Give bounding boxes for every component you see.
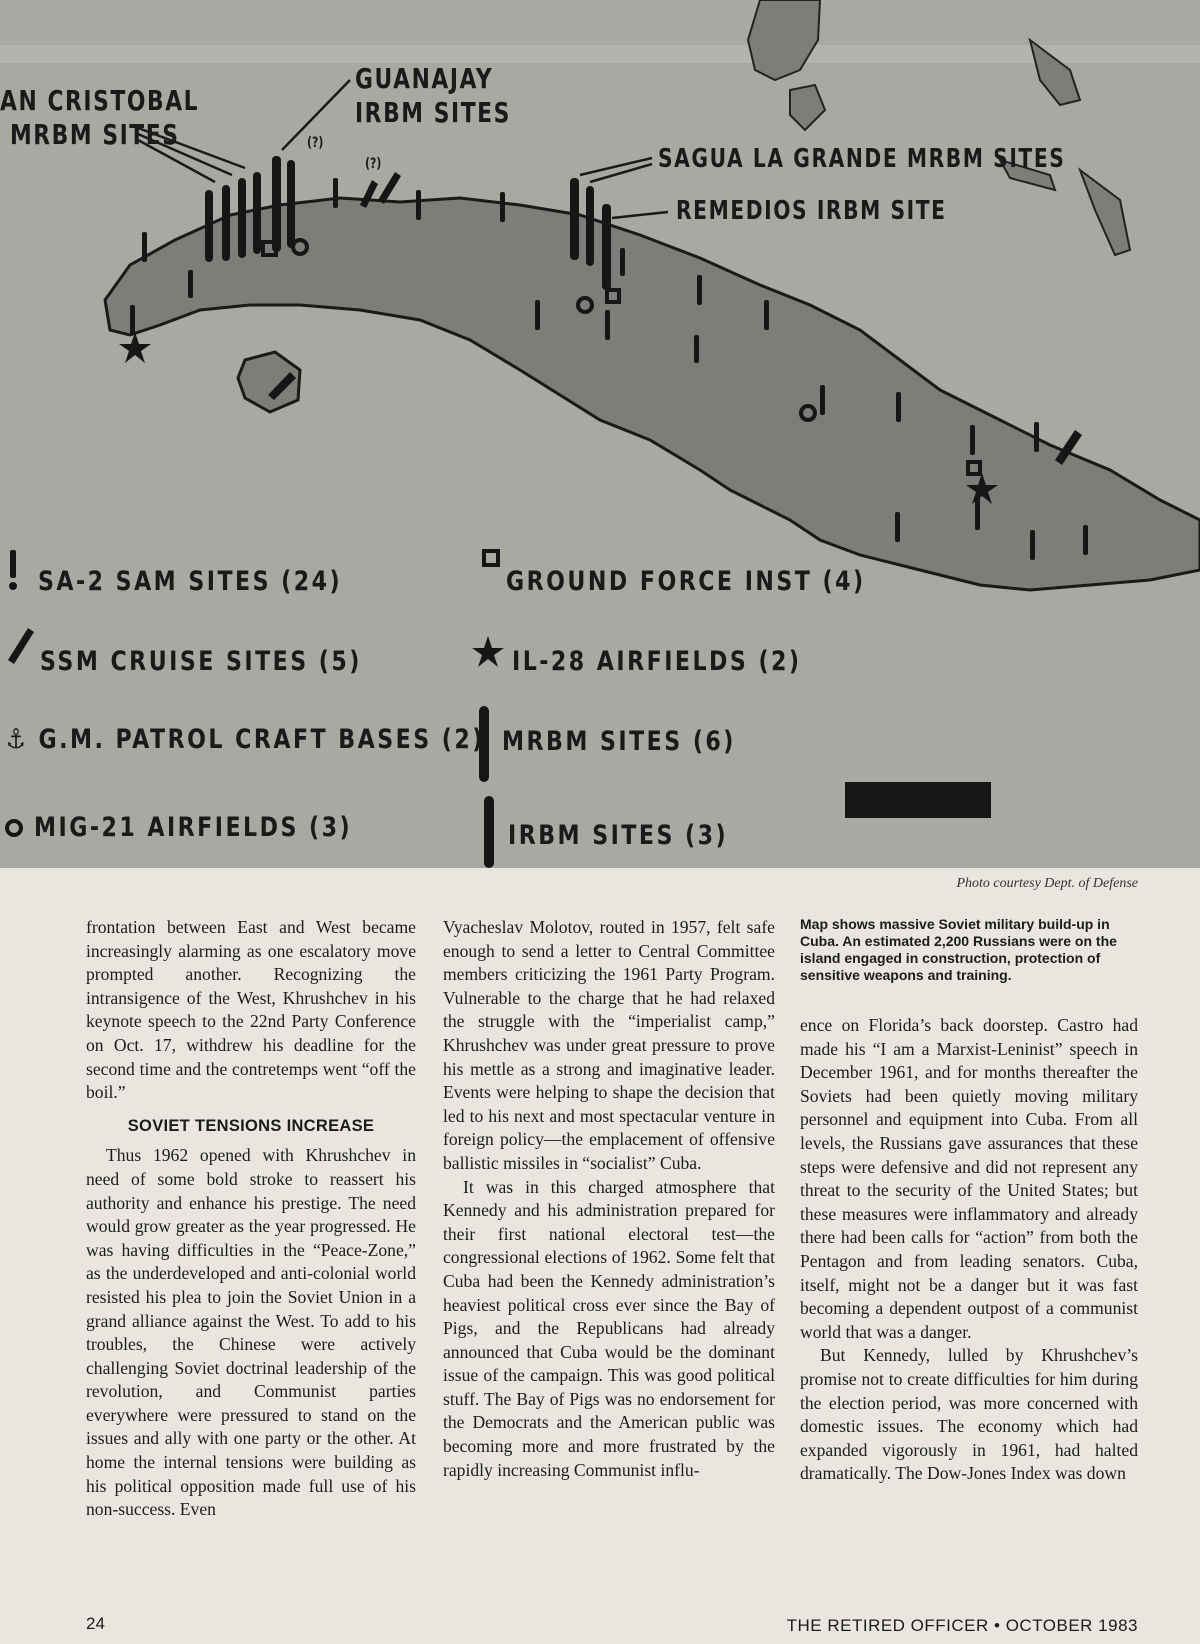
paragraph: Vyacheslav Molotov, routed in 1957, felt safe enough to send a letter to Central Committee members criticizing the 1961 Party Program. Vulnerable to the charge that he had relaxed the struggle with the “imperialist camp,” Khrushchev was under great pressure to prove his mettle as a strong and imaginative leader. Events were helping to shape the decision that led to his next and most spectacular venture in foreign policy—the emplacement of offensive ballistic missiles in “socialist” Cuba. <box>443 917 775 1173</box>
legend-sam-label: SA-2 SAM SITES (24) <box>38 566 343 597</box>
legend-irbm-symbol <box>484 796 494 868</box>
legend-mig-label: MIG-21 AIRFIELDS (3) <box>34 812 353 843</box>
sam-marker <box>333 178 338 208</box>
sam-marker <box>500 192 505 222</box>
sam-marker <box>416 190 421 220</box>
sam-marker <box>1030 530 1035 560</box>
sam-marker <box>820 385 825 415</box>
legend-patrol-label <box>6 724 485 755</box>
paragraph: frontation between East and West became increasingly alarming as one escalatory move prompted another. Recognizing the intransigence of the West, Khrushchev in his keynote speech to the 22nd Party Conference on Oct. 17, withdrew his deadline for the second time and the contretemps went “off the boil.” <box>86 917 416 1103</box>
guanajay-label-line1: GUANAJAY <box>355 62 494 95</box>
photo-credit: Photo courtesy Dept. of Defense <box>956 876 1138 891</box>
sam-marker <box>535 300 540 330</box>
mrbm-marker <box>253 172 261 254</box>
legend-cruise-symbol <box>8 628 34 664</box>
legend-patrol-text: G.M. PATROL CRAFT BASES (2) <box>38 724 485 755</box>
sagua-label: SAGUA LA GRANDE MRBM SITES <box>658 144 1066 174</box>
irbm-marker <box>602 204 611 290</box>
redacted-block <box>845 782 991 818</box>
sam-marker <box>895 512 900 542</box>
legend-mrbm-label: MRBM SITES (6) <box>502 726 736 757</box>
legend-sam-symbol <box>10 550 16 578</box>
sam-marker <box>694 335 699 363</box>
paragraph: Thus 1962 opened with Khrushchev in need of some bold stroke to reassert his authority and enhance his prestige. The need would grow greater as the year progressed. He was having difficulties in the “Peace-Zone,” as the underdeveloped and anti-colonial world resisted his plea to join the Soviet Union in a grand alliance against the West. To add to his troubles, the Chinese were actively challenging Soviet doctrinal leadership of the revolution, and Communist parties everywhere were pressured to stand on the issues and ally with one party or the other. At home the internal tensions were building as his political opposition made full use of his non-success. Even <box>86 1145 416 1520</box>
page-number: 24 <box>86 1614 105 1633</box>
mrbm-marker <box>205 190 213 262</box>
map-caption: Map shows massive Soviet military build-up in Cuba. An estimated 2,200 Russians were on the island engaged in construction, protection of sensitive weapons and training. <box>800 916 1117 983</box>
sam-marker <box>130 305 135 335</box>
sam-marker <box>764 300 769 330</box>
unknown-mark: (?) <box>307 135 324 151</box>
legend-cruise-label: SSM CRUISE SITES (5) <box>40 646 362 677</box>
san-cristobal-label-line2: MRBM SITES <box>10 118 180 151</box>
mrbm-marker <box>222 185 230 261</box>
column-1 <box>86 916 416 1522</box>
legend-irbm-label: IRBM SITES (3) <box>508 820 729 851</box>
cruise-marker <box>378 172 401 204</box>
sam-marker <box>970 425 975 455</box>
remedios-label: REMEDIOS IRBM SITE <box>676 196 947 226</box>
island-shape <box>1080 170 1130 255</box>
leader-line <box>612 212 668 218</box>
paragraph: It was in this charged atmosphere that Kennedy and his administration prepared for their first national electoral test—the congressional elections of 1962. Some felt that Cuba had been the Kennedy administration’s heaviest political cross ever since the Bay of Pigs, and the Republicans had already announced that Cuba would be the dominant issue of the campaign. This was good political stuff. The Bay of Pigs was no endorsement for the Democrats and the American public was becoming more and more frustrated by the rapidly increasing Communist influ- <box>443 1176 775 1480</box>
paragraph: ence on Florida’s back doorstep. Castro had made his “I am a Marxist-Leninist” speech in December 1961, and for months thereafter the Soviets had been quietly moving military personnel and equipment into Cuba. From all levels, the Russians gave assurances that these steps were defensive and did not represent any threat to the security of the United States; but these measures were inflammatory and already there had been calls for “action” from both the Pentagon and from leading senators. Cuba, itself, might not be a danger but it was fast becoming a dependent outpost of a communist world that was a danger. <box>800 1015 1138 1342</box>
sam-marker <box>1083 525 1088 555</box>
guanajay-label-line2: IRBM SITES <box>355 96 511 129</box>
legend-il28-label: IL-28 AIRFIELDS (2) <box>512 646 802 677</box>
il28-star <box>119 332 151 363</box>
legend-mig-symbol <box>7 821 21 835</box>
irbm-marker <box>272 156 281 252</box>
legend-il28-symbol <box>472 636 504 667</box>
sam-marker <box>697 275 702 305</box>
sam-marker <box>188 270 193 298</box>
sam-marker <box>620 248 625 276</box>
florida-shape <box>748 0 820 80</box>
sam-marker <box>142 232 147 262</box>
legend-sam-dot <box>9 582 17 590</box>
mrbm-marker <box>238 178 246 258</box>
column-3 <box>800 1014 1138 1486</box>
mrbm-marker <box>586 186 594 266</box>
irbm-marker <box>287 160 295 248</box>
anchor-icon: ⚓ <box>6 724 29 755</box>
sam-marker <box>896 392 901 422</box>
mrbm-marker <box>570 178 579 260</box>
sam-marker <box>605 310 610 340</box>
paragraph: But Kennedy, lulled by Khrushchev’s promise not to create difficulties for him during the election period, was more concerned with domestic issues. The economy which had expanded vigorously in 1961, had halted dramatically. The Dow-Jones Index was down <box>800 1345 1138 1484</box>
footer-publication: THE RETIRED OFFICER • OCTOBER 1983 <box>786 1616 1138 1635</box>
unknown-mark: (?) <box>365 156 382 172</box>
sam-marker <box>1034 422 1039 452</box>
legend-ground-label: GROUND FORCE INST (4) <box>506 566 866 597</box>
column-2 <box>443 916 775 1482</box>
legend-ground-symbol <box>484 551 498 565</box>
map-band <box>0 45 1200 63</box>
section-heading: SOVIET TENSIONS INCREASE <box>127 1116 375 1135</box>
san-cristobal-label-line1: AN CRISTOBAL <box>0 84 200 117</box>
island-shape <box>790 85 825 130</box>
leader-line <box>590 164 652 182</box>
sam-marker <box>975 496 980 530</box>
